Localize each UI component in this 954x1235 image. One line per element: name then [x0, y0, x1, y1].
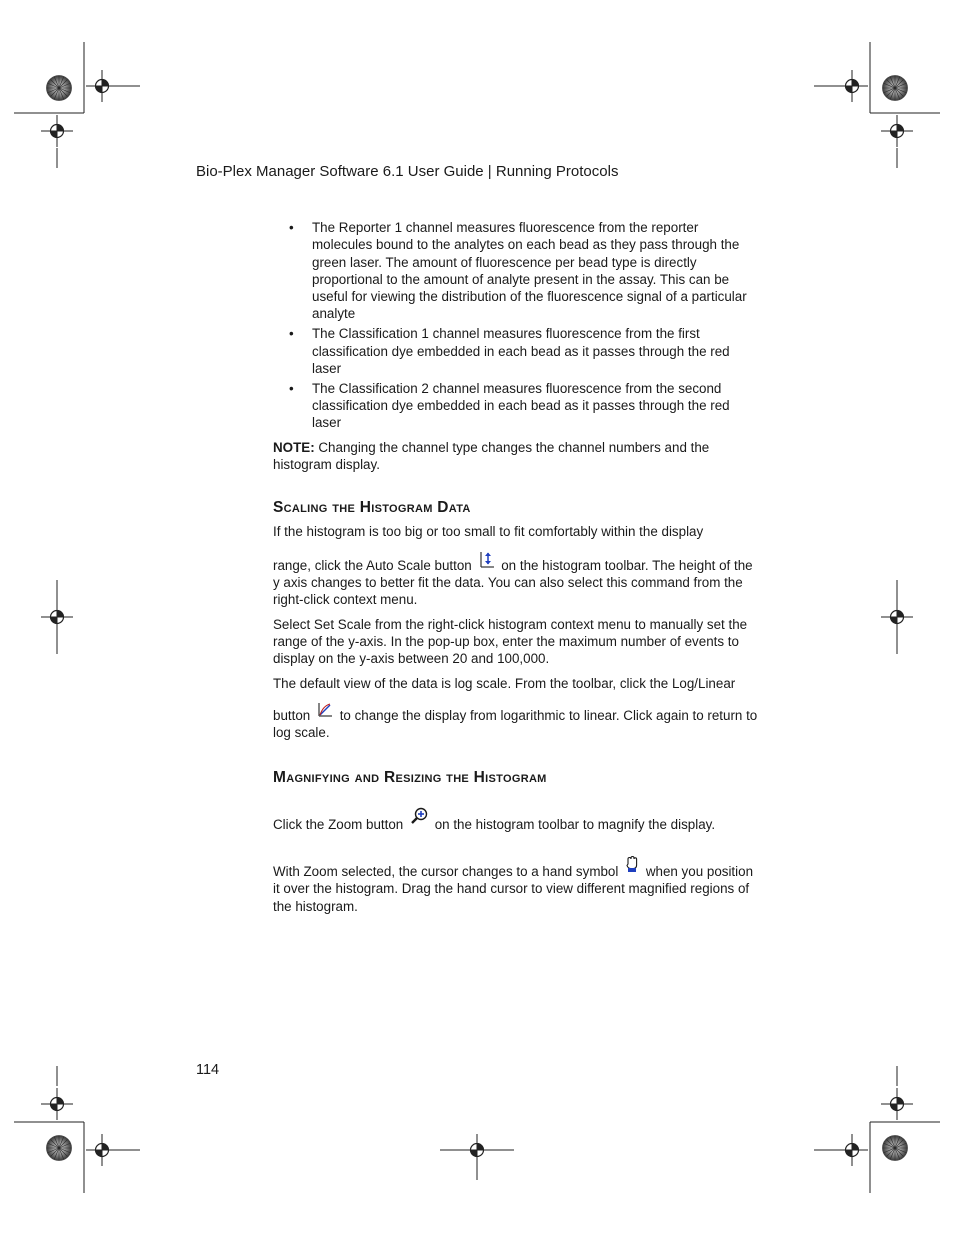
scaling-paragraph-3-line-1: The default view of the data is log scale. From the toolbar, click the Log/Linear — [273, 675, 736, 691]
hand-cursor-icon — [625, 855, 639, 877]
scaling-paragraph-3 — [273, 702, 759, 742]
note-label: NOTE: — [273, 439, 315, 455]
magnify-paragraph-2 — [273, 855, 759, 915]
text-before-icon: Click the Zoom button — [273, 816, 404, 832]
text-after-icon: on the histogram toolbar to magnify the display. — [434, 816, 716, 832]
bullet-symbol: • — [289, 380, 294, 396]
section-heading-scaling: Scaling the Histogram Data — [273, 499, 471, 517]
section-heading-magnify: Magnifying and Resizing the Histogram — [273, 769, 547, 787]
magnify-paragraph-1 — [273, 799, 759, 833]
scaling-paragraph-1-line-1: If the histogram is too big or too small to fit comfortably within the display — [273, 524, 704, 540]
text-after-icon: when you position it over the histogram. Drag the hand cursor to view different magnified regions of the histogram. — [273, 864, 754, 914]
page-number: 114 — [196, 1062, 220, 1078]
running-head: Bio-Plex Manager Software 6.1 User Guide | Running Protocols — [196, 163, 619, 180]
page-body — [273, 219, 759, 915]
zoom-icon — [410, 807, 428, 829]
channel-bullet-list — [273, 219, 759, 432]
bullet-text: The Reporter 1 channel measures fluorescence from the reporter molecules bound to the analytes on each bead as they pass through the green laser. The amount of fluorescence per bead type is directly proportional to the amount of analyte present in the assay. This can be useful for viewing the distribution of the fluorescence signal of a particular analyte — [312, 220, 747, 322]
list-item — [273, 219, 759, 323]
log-linear-icon — [317, 702, 333, 722]
text-before-icon: With Zoom selected, the cursor changes to a hand symbol — [273, 864, 619, 880]
auto-scale-icon — [479, 551, 495, 573]
text-after-icon: to change the display from logarithmic to linear. Click again to return to log scale. — [273, 707, 758, 741]
text-before-icon: range, click the Auto Scale button — [273, 557, 472, 573]
text-before-icon: button — [273, 707, 311, 723]
bullet-symbol: • — [289, 220, 294, 235]
bullet-text: The Classification 2 channel measures fluorescence from the second classification dye embedded in each bead as it passes through the red laser — [312, 380, 730, 431]
bullet-symbol: • — [289, 326, 294, 342]
text-after-icon: on the histogram toolbar. The height of the y axis changes to better fit the data. You can also select this command from the right-click context menu. — [273, 557, 753, 608]
bullet-text: The Classification 1 channel measures fluorescence from the first classification dye embedded in each bead as it passes through the red laser — [312, 326, 730, 376]
scaling-paragraph-2: Select Set Scale from the right-click histogram context menu to manually set the range of the y-axis. In the pop-up box, enter the maximum number of events to display on the y-axis between 20 and 100,000. — [273, 616, 748, 667]
scaling-paragraph-1 — [273, 551, 759, 609]
note-paragraph — [273, 439, 759, 474]
list-item — [273, 380, 759, 432]
note-text: Changing the channel type changes the channel numbers and the histogram display. — [273, 439, 710, 472]
list-item — [273, 325, 759, 377]
